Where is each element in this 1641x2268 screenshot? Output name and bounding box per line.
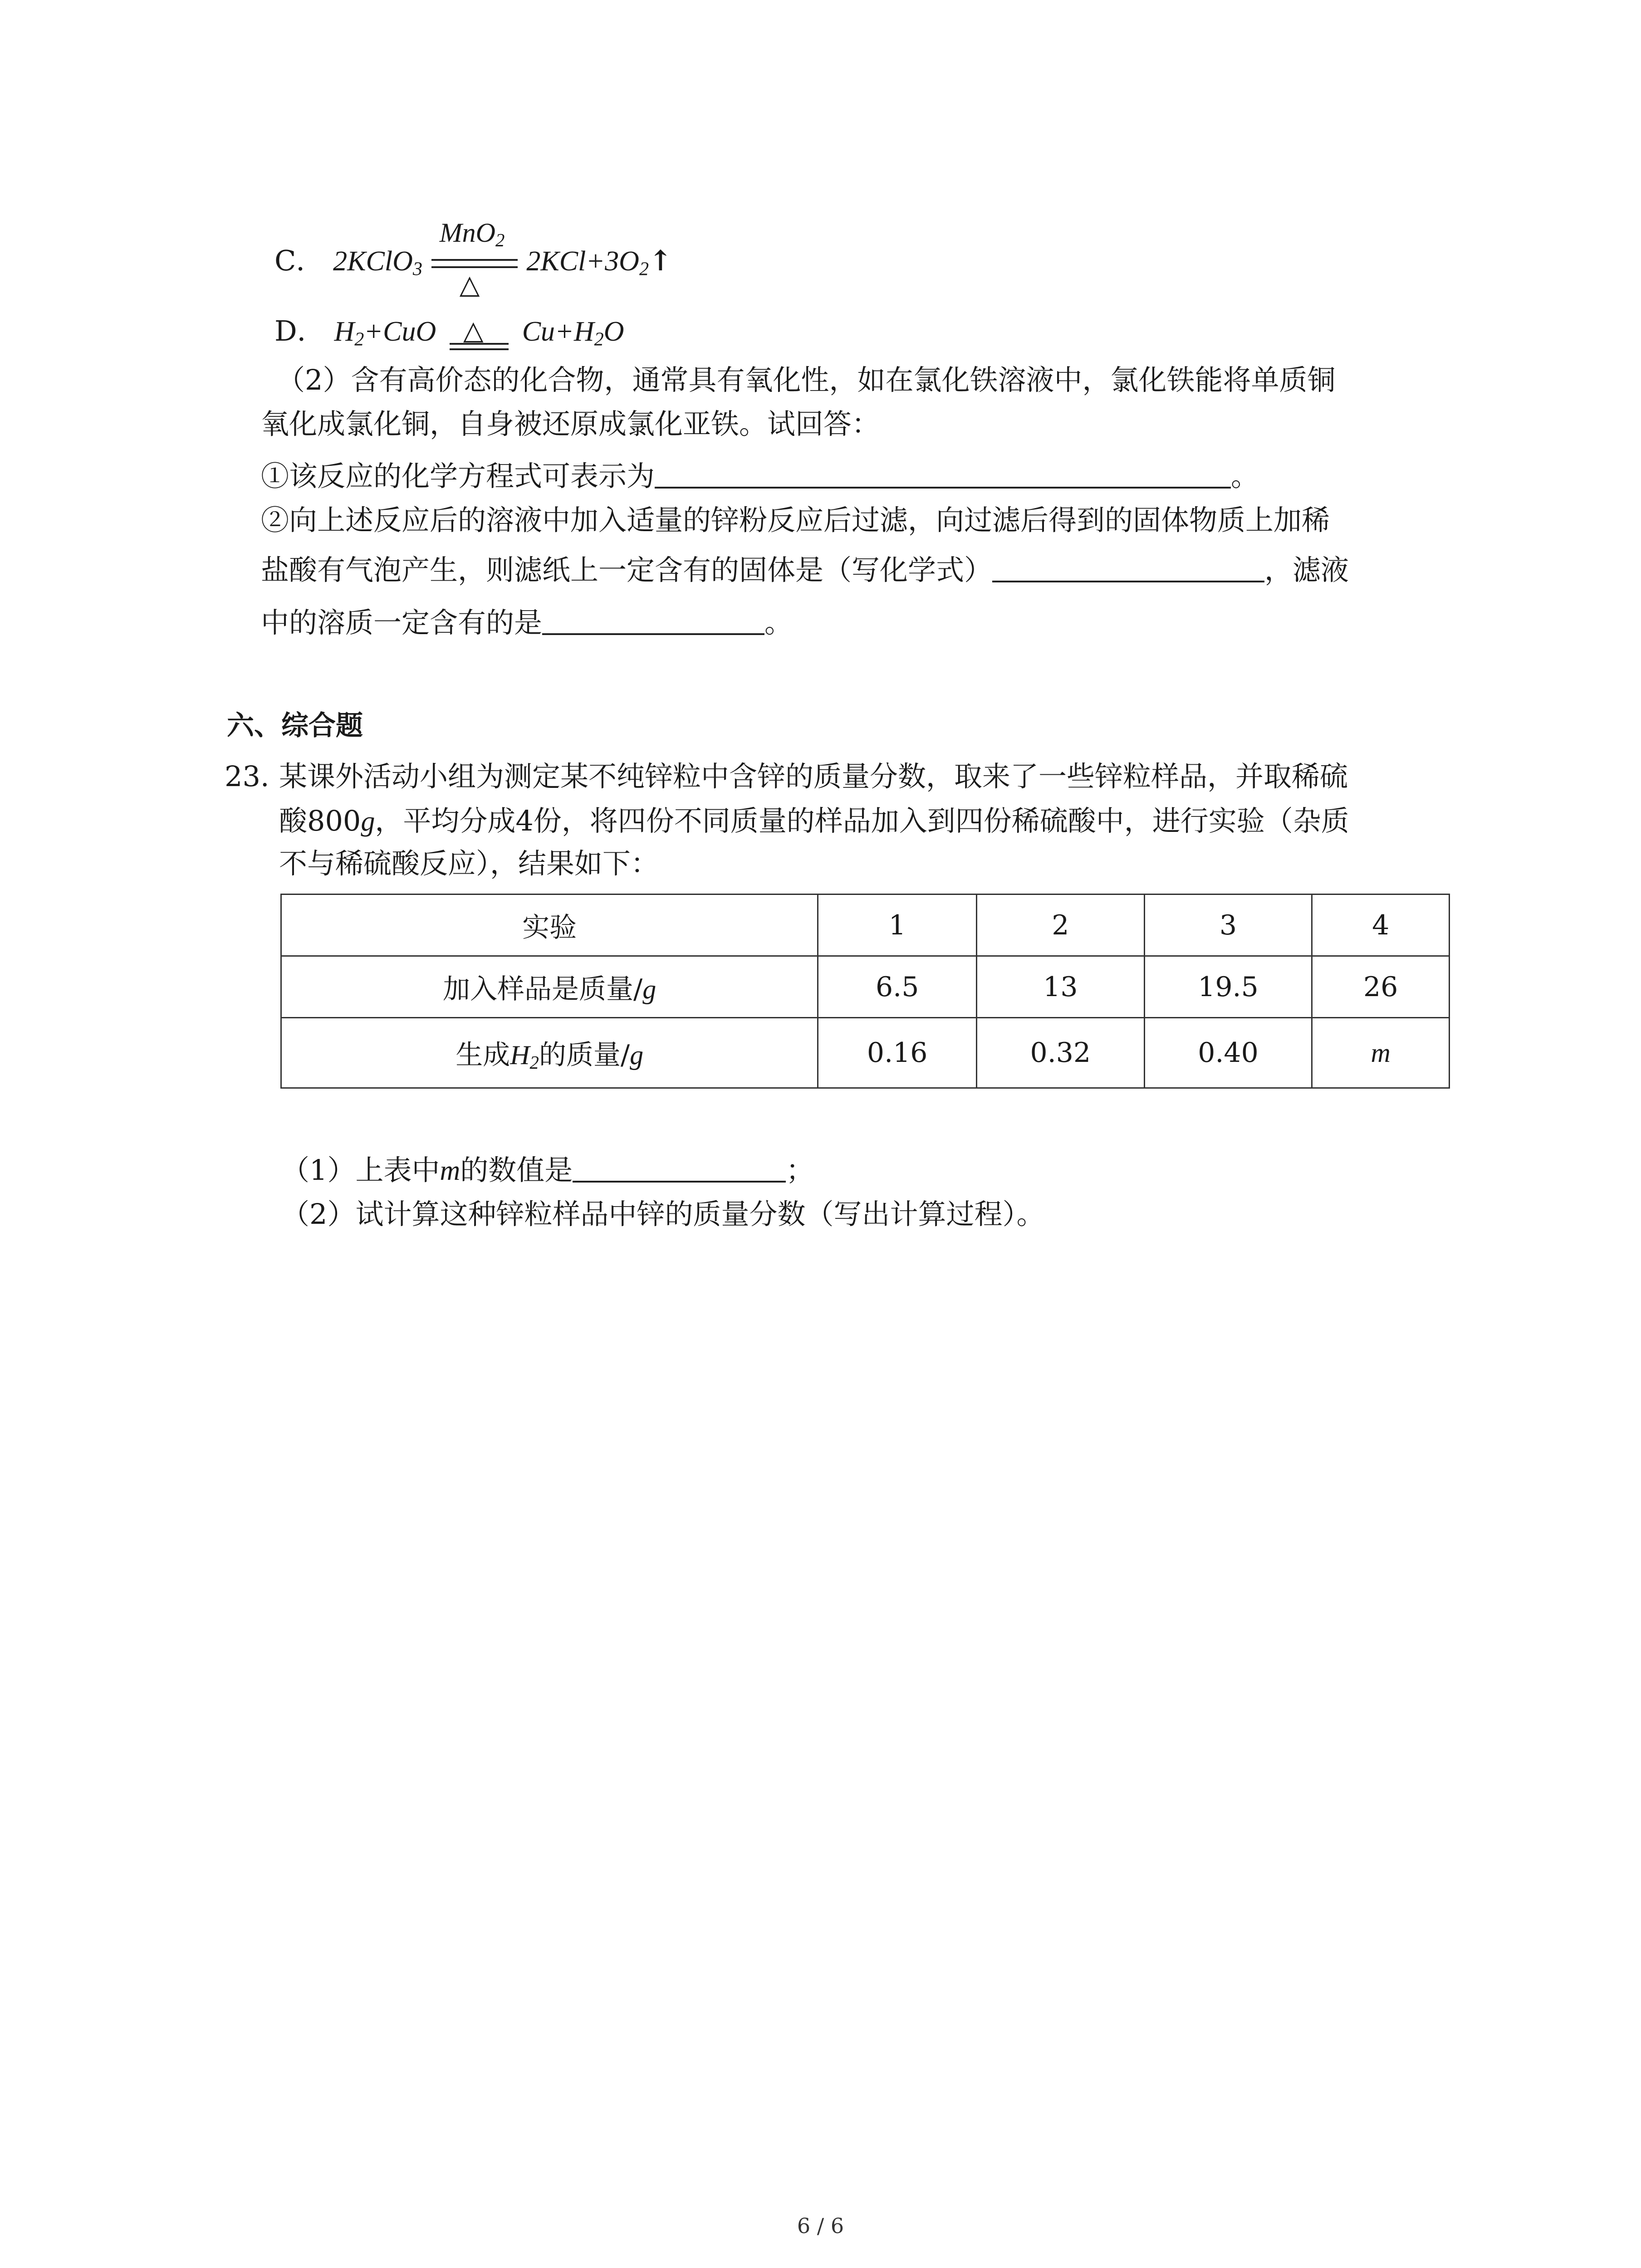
- table-header-cell: 4: [1312, 894, 1450, 956]
- part2-q2-end: 。: [764, 606, 793, 639]
- table-header-row: [281, 894, 1450, 956]
- part2-line2: 氧化成氯化铜，自身被还原成氯化亚铁。试回答：: [261, 407, 880, 440]
- part2-q1: [261, 458, 1259, 494]
- part2-q2-text-c: 中的溶质一定含有的是: [261, 606, 543, 639]
- option-c-heat-symbol: △: [459, 269, 480, 300]
- table-cell: 0.16: [818, 1018, 977, 1088]
- table-row: [281, 1018, 1450, 1088]
- answer-blank-equation[interactable]: [655, 487, 1231, 489]
- part2-line1: （2）含有高价态的化合物，通常具有氧化性，如在氯化铁溶液中，氯化铁能将单质铜: [277, 363, 1336, 396]
- q23-line1: 某课外活动小组为测定某不纯锌粒中含锌的质量分数，取来了一些锌粒样品，并取稀硫: [279, 760, 1348, 793]
- table-header-cell: 3: [1144, 894, 1312, 956]
- option-d-products: $Cu+H_2O$: [522, 316, 624, 350]
- sub-question-2: （2）试计算这种锌粒样品中锌的质量分数（写出计算过程）。: [281, 1198, 1045, 1231]
- option-d-double-bar: [450, 343, 509, 350]
- part2-q2-line3: [261, 605, 793, 641]
- option-d-condition: [445, 313, 513, 349]
- page-number: 6 / 6: [797, 2214, 844, 2238]
- option-c-condition: [431, 218, 518, 300]
- part2-q2-line2: [261, 552, 1349, 588]
- part2-q1-text: ①该反应的化学方程式可表示为: [261, 459, 655, 493]
- answer-blank-solute[interactable]: [542, 633, 764, 635]
- q23-number: 23.: [225, 760, 269, 793]
- option-c-catalyst: MnO$_2$: [439, 218, 505, 251]
- table-cell: 0.40: [1144, 1018, 1312, 1088]
- option-c-products: $2KCl+3O_2$: [526, 246, 649, 280]
- sub-q1-text-b: 的数值是: [460, 1154, 573, 1187]
- gas-arrow-icon: ↑: [649, 244, 672, 277]
- row-label-hydrogen-mass: 生成$H_2$的质量/g: [281, 1018, 818, 1088]
- table-cell: 19.5: [1144, 956, 1312, 1018]
- q23-line3: 不与稀硫酸反应），结果如下：: [279, 847, 659, 880]
- q23-line2-unit: g: [361, 806, 375, 837]
- option-d-reactants: $H_2+CuO$: [334, 316, 436, 350]
- option-c-reactant: 2KClO$_3$: [333, 246, 422, 280]
- option-d-heat-symbol: △: [463, 315, 484, 346]
- q23-line2-a: 酸800: [279, 804, 361, 837]
- sub-q1-end: ；: [786, 1154, 814, 1187]
- results-table: [280, 894, 1450, 1089]
- answer-blank-m[interactable]: [573, 1181, 786, 1183]
- sub-q1-text-a: （1）上表中: [281, 1154, 440, 1187]
- table-cell: 26: [1312, 956, 1450, 1018]
- table-header-cell: 1: [818, 894, 977, 956]
- table-header-cell: 2: [977, 894, 1145, 956]
- part2-q2-line1: ②向上述反应后的溶液中加入适量的锌粉反应后过滤，向过滤后得到的固体物质上加稀: [261, 503, 1330, 537]
- sub-question-1: [281, 1152, 814, 1189]
- sub-q1-var: m: [440, 1155, 460, 1186]
- table-cell-unknown: m: [1312, 1018, 1450, 1088]
- part2-q2-text: 盐酸有气泡产生，则滤纸上一定含有的固体是（写化学式）: [261, 553, 993, 587]
- table-header-label: 实验: [281, 894, 818, 956]
- part2-q1-end: 。: [1231, 459, 1259, 493]
- table-cell: 13: [977, 956, 1145, 1018]
- table-cell: 6.5: [818, 956, 977, 1018]
- option-d-label: D．: [274, 314, 325, 347]
- table-cell: 0.32: [977, 1018, 1145, 1088]
- section-heading: 六、综合题: [227, 710, 363, 742]
- table-row: [281, 956, 1450, 1018]
- row-label-sample-mass: 加入样品是质量/g: [281, 956, 818, 1018]
- answer-blank-solid[interactable]: [992, 581, 1264, 582]
- option-c: [274, 218, 672, 300]
- q23-line2-b: ，平均分成4份，将四份不同质量的样品加入到四份稀硫酸中，进行实验（杂质: [375, 804, 1349, 837]
- q23-line2: [279, 803, 1349, 840]
- option-d: [274, 313, 624, 350]
- part2-q2-text-b: ，滤液: [1264, 553, 1349, 587]
- option-c-label: C．: [274, 244, 324, 277]
